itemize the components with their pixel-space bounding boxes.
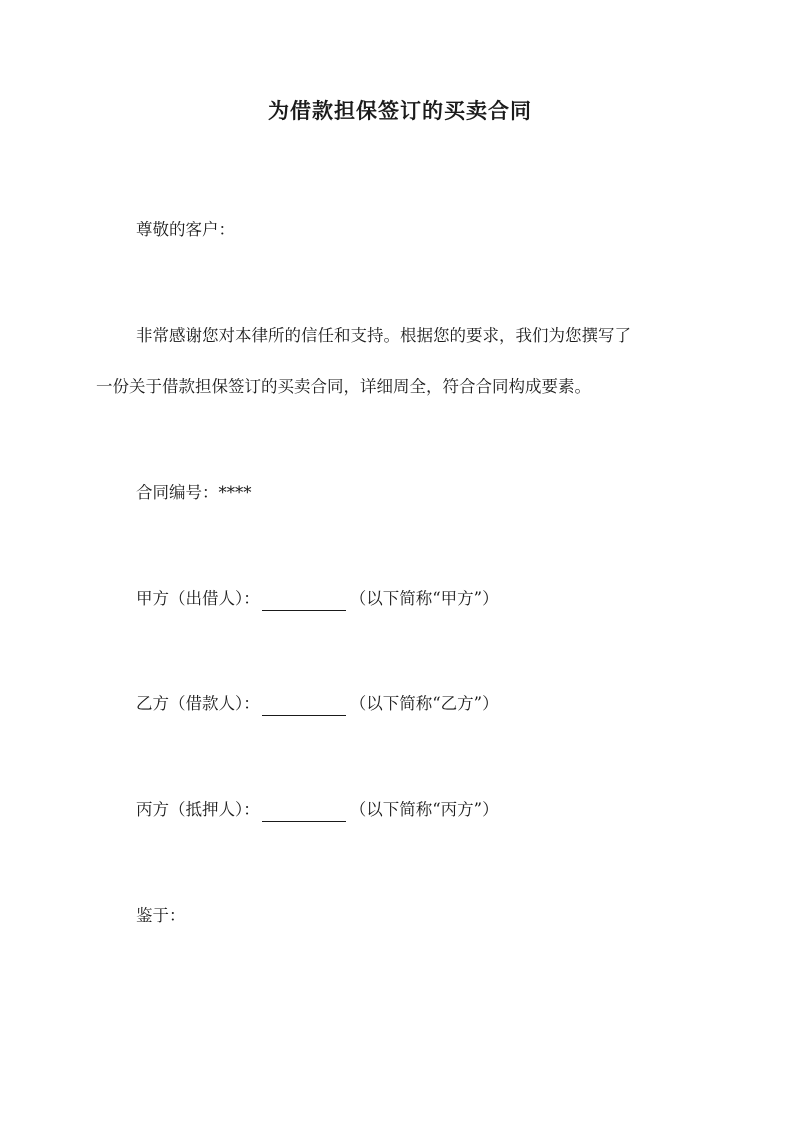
- party-c-label: 丙方（抵押人）：: [136, 800, 260, 819]
- intro-line-2: 一份关于借款担保签订的买卖合同，详细周全，符合合同构成要素。: [96, 377, 591, 396]
- contract-number: [136, 481, 746, 505]
- party-a-row: [136, 587, 746, 611]
- party-b-suffix: （以下简称“乙方”）: [349, 694, 499, 713]
- party-c-row: [136, 798, 746, 822]
- contract-number-value: ****: [218, 483, 252, 502]
- party-c-blank: [262, 803, 346, 822]
- party-c-suffix: （以下简称“丙方”）: [349, 800, 499, 819]
- intro-line-1: 非常感谢您对本律所的信任和支持。根据您的要求，我们为您撰写了: [136, 326, 631, 345]
- whereas-heading: 鉴于：: [136, 906, 186, 925]
- greeting: 尊敬的客户：: [136, 220, 235, 239]
- party-a-blank: [262, 592, 346, 611]
- party-b-blank: [262, 697, 346, 716]
- party-b-row: [136, 692, 746, 716]
- party-a-suffix: （以下简称“甲方”）: [349, 589, 499, 608]
- party-a-label: 甲方（出借人）：: [136, 589, 260, 608]
- contract-number-label: 合同编号：: [136, 483, 219, 502]
- document-title: 为借款担保签订的买卖合同: [268, 98, 532, 123]
- party-b-label: 乙方（借款人）：: [136, 694, 260, 713]
